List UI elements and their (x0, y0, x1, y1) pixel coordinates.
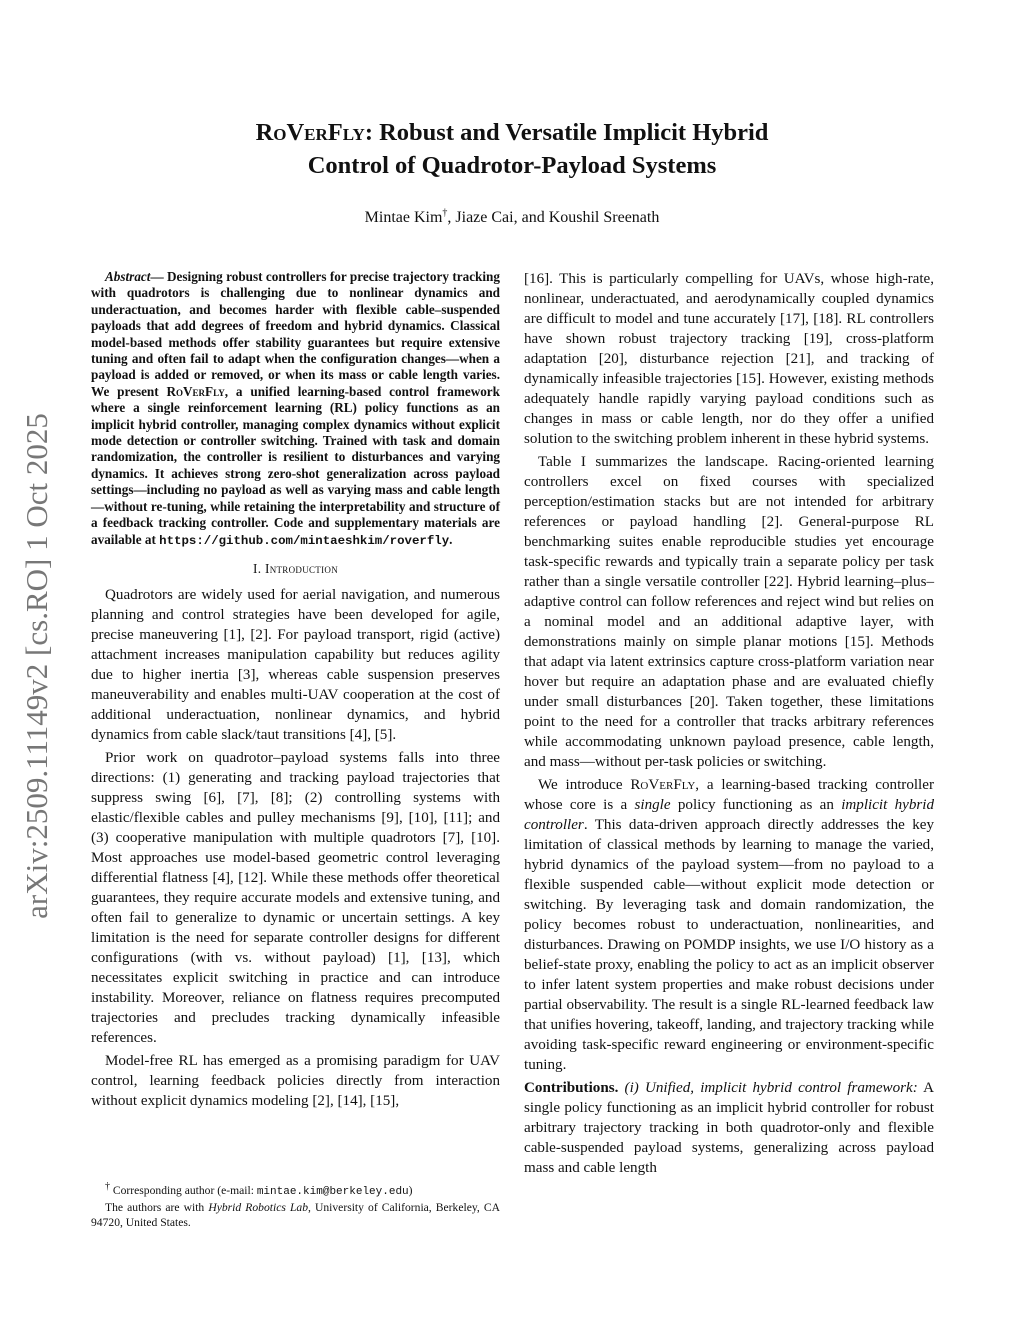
paper-title (120, 116, 904, 182)
left-column (91, 269, 500, 1114)
arxiv-identifier-text: arXiv:2509.11149v2 [cs.RO] 1 Oct 2025 (19, 413, 54, 919)
p3-part-c: policy functioning as an (670, 797, 842, 813)
right-column (524, 269, 934, 1181)
title-line-1 (120, 116, 904, 149)
footnote-mark: † (105, 1181, 110, 1193)
intro-paragraph-3: Model-free RL has emerged as a promising paradigm for UAV control, learning feedback policies directly from interaction without explicit dynamics modeling [2], [14], [15], (91, 1052, 500, 1109)
p3-emph-single: single (634, 797, 671, 813)
affiliation-lab: Hybrid Robotics Lab (208, 1201, 308, 1214)
intro-paragraph-1: Quadrotors are widely used for aerial navigation, and numerous planning and control strategies have been developed for agile, precise maneuvering [1], [2]. For payload transport, rigid (active) attachment increases manipulation capability but reduces agility due to higher inertia [3], whereas cable suspension preserves maneuverability and enables multi-UAV cooperation at the cost of additional underactuation, nonlinear dynamics, and hybrid dynamics from cable slack/taut transitions [4], [5]. (91, 586, 500, 743)
intro-paragraph-2: Prior work on quadrotor–payload systems falls into three directions: (1) generating and tracking payload trajectories that suppress swing [6], [7], [8]; (2) controlling systems with elastic/flexible cables and pulley mechanisms [9], [10], [11]; and (3) cooperative manipulation with multiple quadrotors [7], [10]. Most approaches use model-based geometric control leveraging differential flatness [4], [12]. While these methods offer theoretical guarantees, they require accurate models and extensive tuning, and often fail to generalize to dynamic or uncertain settings. A key limitation is the need for separate controller designs for different configurations (with vs. without payload) [1], [13], which necessitates explicit switching in practice and can introduce instability. Moreover, reliance on flatness requires precomputed trajectories and precludes tracking dynamically infeasible references. (91, 749, 500, 1046)
p3-part-d: . This data-driven approach directly addresses the key limitation of classical methods by learning to manage the varied, hybrid dynamics of the payload system—from no payload to a flexible suspended cable—without explicit mode detection or switching. By leveraging task and domain randomization, the policy becomes robust to underactuation, nonlinearities, and disturbances. Drawing on POMDP insights, we use I/O history as a belief-state proxy, enabling the policy to act as an implicit observer to infer latent system properties and make robust decisions under partial observability. The result is a single RL-learned feedback law that unifies hovering, takeoff, landing, and trajectory tracking while avoiding task-specific reward engineering or environment-specific tuning. (524, 817, 934, 1073)
section-number: I. (252, 560, 265, 576)
contribution-item-1-title: (i) Unified, implicit hybrid control framework: (618, 1080, 918, 1096)
footnotes (91, 1183, 500, 1230)
abstract-dash: — (150, 269, 168, 284)
footnote-corresponding (91, 1183, 500, 1200)
footnote-affiliation (91, 1200, 500, 1230)
abstract-label: Abstract (105, 269, 151, 284)
abstract-system-name: RoVerFly (166, 383, 225, 399)
code-url-link[interactable]: https://github.com/mintaeshkim/roverfly (159, 533, 450, 548)
abstract-end: . (449, 531, 453, 547)
abstract-text-2: , a unified learning-based control framework where a single reinforcement learning (RL) policy functions as an implicit hybrid controller, managing complex dynamics without explicit mode detection or controller switching. Trained with task and domain randomization, the controller is resilient to disturbances and varying dynamics. It achieves strong zero-shot generalization across payload settings—including no payload as well as varying mass and cable length—without re-tuning, while retaining the interpretability and structure of a feedback tracking controller. Code and supplementary materials are available at (91, 383, 500, 547)
section-heading-introduction (91, 561, 500, 577)
right-paragraph-1: [16]. This is particularly compelling for UAVs, whose high-rate, nonlinear, underactuated, and aerodynamically coupled dynamics are difficult to model and tune accurately [17], [18]. RL controllers have shown robust trajectory tracking [19], cross-platform adaptation [20], disturbance rejection [21], and tracking of dynamically infeasible trajectories [15]. However, existing methods adequately handle rapidly varying payload conditions such as changes in mass or cable length, nor do they offer a unified solution to the switching problem inherent in these hybrid systems. (524, 271, 934, 447)
author-list (120, 209, 904, 227)
p3-system-name: RoVerFly (630, 777, 696, 793)
abstract-text-1: Designing robust controllers for precise trajectory tracking with quadrotors is challenging due to nonlinear dynamics and underactuation, and becomes harder with flexible cable–suspended payloads that add degrees of freedom and hybrid dynamics. Classical model-based methods offer stability guarantees but require extensive tuning and often fail to adapt when the configuration changes—when a payload is added or removed, or when its mass or cable length varies. We present (91, 269, 500, 399)
author-first: Mintae Kim (364, 209, 443, 226)
affiliation-part-b: , University of California, Berkeley, CA 94720, United States. (91, 1201, 501, 1229)
p3-part-a: We introduce (538, 777, 631, 793)
title-system-name: RoVerFly (255, 119, 365, 146)
corresponding-mark: † (442, 207, 448, 219)
section-title: Introduction (264, 560, 338, 576)
footnote-corresponding-label: Corresponding author (e-mail: (110, 1184, 257, 1197)
affiliation-part-a: The authors are with (105, 1201, 209, 1214)
email-link[interactable]: mintae.kim@berkeley.edu (256, 1186, 409, 1198)
title-line-2: Control of Quadrotor-Payload Systems (307, 152, 717, 179)
title-line-1-rest: : Robust and Versatile Implicit Hybrid (364, 119, 769, 146)
contributions-paragraph (524, 1078, 934, 1178)
right-paragraph-2: Table I summarizes the landscape. Racing-oriented learning controllers excel on fixed courses with specialized perception/estimation stacks but are not intended for arbitrary references or payload handling [2]. General-purpose RL benchmarking suites enable reproducible studies yet encourage task-specific rewards and typically train a separate policy per task rather than a single versatile controller [22]. Hybrid learning–plus–adaptive control can follow references and reject wind but relies on a nominal model and an additional adaptive layer, with demonstrations mainly on simple planar motions [15]. Methods that adapt via latent extrinsics capture cross-platform variation near hover but require an adaptation phase and are evaluated chiefly under small disturbances [20]. Taken together, these limitations point to the need for a controller that tracks arbitrary references while accommodating unknown payload presence, cable length, and mass—without per-task policies or switching. (524, 454, 934, 770)
abstract (91, 269, 500, 549)
footnote-corresponding-end: ) (408, 1184, 413, 1197)
author-rest: , Jiaze Cai, and Koushil Sreenath (447, 209, 660, 226)
right-paragraph-3 (524, 775, 934, 1075)
p3-emph-implicit: implicit hybrid controller (524, 797, 935, 833)
contributions-label: Contributions. (524, 1080, 619, 1096)
contribution-item-1-text: A single policy functioning as an implicit hybrid controller for robust arbitrary trajectory tracking in both quadrotor-only and flexible cable-suspended payload systems, generalizing across payload mass and cable length (524, 1080, 934, 1176)
p3-part-b: , a learning-based tracking controller whose core is a (524, 777, 934, 813)
arxiv-identifier (2, 381, 72, 951)
